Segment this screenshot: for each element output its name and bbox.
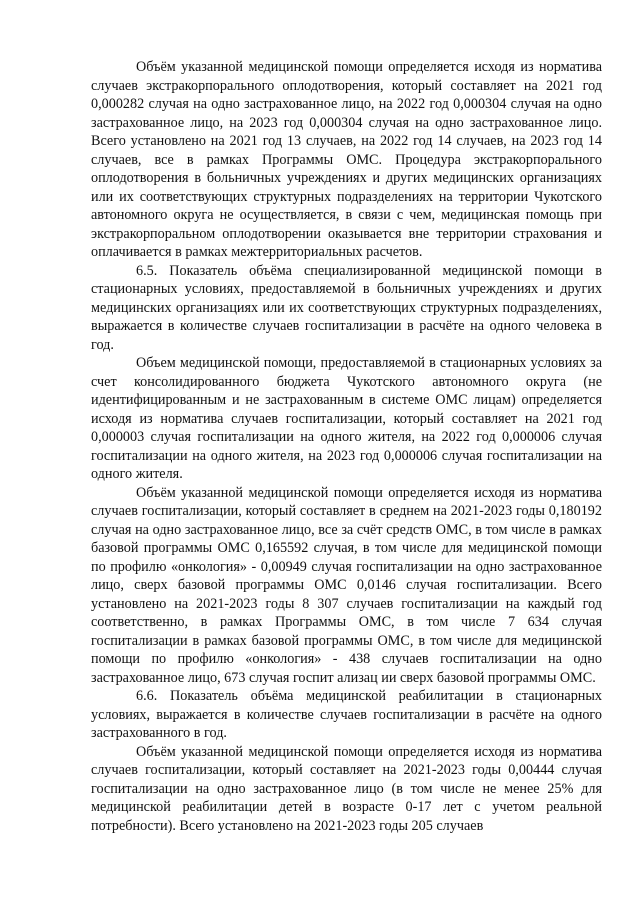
paragraph-hospitalization-norm: Объём указанной медицинской помощи определяется исходя из норматива случаев госпитализации, который составляет в среднем на 2021-2023 годы 0,180192 случая на одно застрахованное лицо, все за счёт средств ОМС, в том числе в рамках базовой программы ОМС 0,165592 случая, в том числе для медицинской помощи по профилю «онкология» - 0,00949 случая госпитализации на одно застрахованное лицо, сверх базовой программы ОМС 0,0146 случая госпитализации. Всего установлено на 2021-2023 годы 8 307 случаев госпитализации на каждый год соответственно, в рамках Программы ОМС, в том числе 7 634 случая госпитализации в рамках базовой программы ОМС, в том числе для медицинской помощи по профилю «онкология» - 438 случаев госпитализации на одно застрахованное лицо, 673 случая госпит ализац ии сверх базовой программы ОМС.: [91, 484, 602, 686]
paragraph-6-5-heading: 6.5. Показатель объёма специализированной медицинской помощи в стационарных условиях, предоставляемой в больничных учреждениях и других медицинских организациях или их соответствующих структурных подразделениях, выражается в количестве случаев госпитализации в расчёте на одного человека в год.: [91, 262, 602, 353]
document-page: [91, 58, 602, 835]
paragraph-eco-volume: Объём указанной медицинской помощи определяется исходя из норматива случаев экстракорпорального оплодотворения, который составляет на 2021 год 0,000282 случая на одно застрахованное лицо, на 2022 год 0,000304 случая на одно застрахованное лицо, на 2023 год 0,000304 случая на одно застрахованное лицо. Всего установлено на 2021 год 13 случаев, на 2022 год 14 случаев, на 2023 год 14 случаев, все в рамках Программы ОМС. Процедура экстракорпорального оплодотворения в больничных учреждениях и других медицинских организациях или их соответствующих структурных подразделениях на территории Чукотского автономного округа не осуществляется, в связи с чем, медицинская помощь при экстракорпоральном оплодотворении оказывается вне территории страхования и оплачивается в рамках межтерриториальных расчетов.: [91, 59, 602, 260]
paragraph-6-6-heading: 6.6. Показатель объёма медицинской реабилитации в стационарных условиях, выражается в количестве случаев госпитализации в расчёте на одного застрахованного в год.: [91, 688, 602, 741]
paragraph-rehabilitation-norm: Объём указанной медицинской помощи определяется исходя из норматива случаев госпитализации, который составляет на 2021-2023 годы 0,00444 случая госпитализации на одно застрахованное лицо (в том числе не менее 25% для медицинской реабилитации детей в возрасте 0-17 лет с учетом реальной потребности). Всего установлено на 2021-2023 годы 205 случаев: [91, 743, 602, 834]
paragraph-consolidated-budget: Объем медицинской помощи, предоставляемой в стационарных условиях за счет консолидированного бюджета Чукотского автономного округа (не идентифицированным и не застрахованным в системе ОМС лицам) определяется исходя из норматива случаев госпитализации, который составляет на 2021 год 0,000003 случая госпитализации на одного жителя, на 2022 год 0,000006 случая госпитализации на одного жителя, на 2023 год 0,000006 случая госпитализации на одного жителя.: [91, 355, 602, 482]
